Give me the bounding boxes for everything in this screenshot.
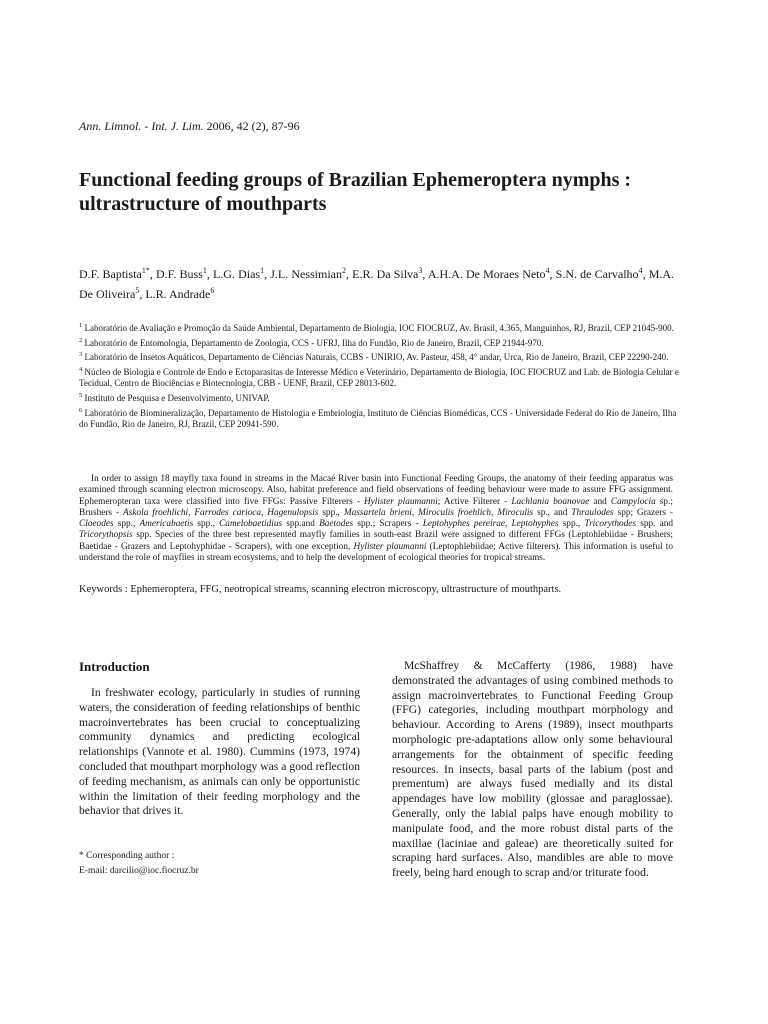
abstract-taxon-name: Thraulodes	[571, 507, 614, 518]
intro-right-column: McShaffrey & McCafferty (1986, 1988) have demonstrated the advantages of using combined methods to assign macroinvertebrates to Functional Feeding Group (FFG) categories, including mouthpart morphology and behaviour. According to Arens (1989), insect mouthparts morphologic pre-adaptations allow only some behavioural arrangements for the obtainment of specific feeding resources. In insects, basal parts of the labium (post and prementum) are always fused medially and its distal appendages have low mobility (glossae and paraglossae). Generally, only the labial palps have enough mobility to manipulate food, and the more robust distal parts of the maxillae (laciniae and galeae) are theoretically suited for scraping hard surfaces. Also, mandibles are able to move freely, being hard enough to scrap and/or triturate food.	[392, 659, 673, 880]
abstract-taxon-name: Baetodes	[319, 519, 354, 530]
author-separator: ,	[549, 267, 556, 281]
author-name: L.R. Andrade	[145, 286, 211, 301]
author-name: D.F. Baptista	[79, 267, 142, 281]
corresponding-author-footnote	[79, 849, 339, 879]
abstract-text: spp.and	[282, 519, 320, 530]
abstract-taxon-name: Americabaetis	[139, 519, 194, 530]
abstract-taxon-name: Camelobaetidius	[219, 519, 283, 530]
author-list	[79, 263, 674, 302]
author-affiliation-mark: 4	[545, 266, 550, 275]
affiliation-item	[79, 364, 679, 390]
abstract-text: spp.,	[113, 519, 140, 530]
abstract-taxon-name: Campylocia	[610, 496, 656, 507]
affiliation-number: 6	[79, 406, 83, 414]
abstract-text: and	[589, 496, 611, 507]
abstract-taxon-name: Tricorythopsis	[79, 530, 133, 541]
abstract-text: spp.,	[318, 507, 344, 518]
author-affiliation-mark: 2	[342, 266, 346, 275]
abstract-taxon-name: Hylister plaumanni	[363, 496, 438, 507]
affiliation-text: Laboratório de Biomineralização, Departamento de Histologia e Embriologia, Instituto de Ciências Biomédicas, CCS - Universidade Federal do Rio de Janeiro, Ilha do Fundão, Rio de Janeiro, RJ, Brazil, CEP 20941-590.	[79, 407, 677, 430]
author-separator: ,	[642, 267, 649, 281]
author-separator: ,	[346, 267, 353, 281]
affiliation-number: 5	[79, 391, 83, 399]
affiliation-number: 4	[79, 365, 83, 373]
affiliation-item	[79, 349, 679, 364]
abstract-text: In order to assign 18 mayfly taxa found in streams in the Macaé River basin into Functional Feeding Groups, the anatomy of their feeding apparatus was examined through scanning electron microscopy. Also, habitat preference and field observations of feeding behaviour were made to assure FFG assignment. Ephemeropteran taxa were classified into five FFGs: Passive Filterers -	[79, 474, 673, 507]
journal-name: Ann. Limnol. - Int. J. Lim.	[79, 119, 204, 133]
abstract-taxon-name: Tricorythodes	[584, 519, 637, 530]
paper-title: Functional feeding groups of Brazilian Ephemeroptera nymphs : ultrastructure of mouthparts	[79, 169, 632, 215]
author-name: M.A. De Oliveira	[79, 267, 675, 301]
abstract-taxon-name: Massartela brieni, Miroculis froehlich, Miroculis	[343, 507, 534, 518]
affiliation-item	[79, 390, 679, 405]
journal-volume: 2006, 42 (2), 87-96	[203, 119, 300, 133]
author-separator: ,	[264, 267, 271, 281]
affiliation-item	[79, 320, 679, 335]
author-affiliation-mark: 1	[202, 266, 207, 275]
abstract-taxon-name: Cloeodes	[79, 519, 114, 530]
abstract	[79, 474, 673, 564]
affiliation-text: Instituto de Pesquisa e Desenvolvimento, UNIVAP.	[82, 392, 270, 403]
abstract-text: spp.; Scrapers -	[353, 519, 423, 530]
affiliation-number: 2	[79, 336, 83, 344]
abstract-text: spp; Grazers -	[613, 507, 674, 518]
author-name: S.N. de Carvalho	[555, 267, 639, 281]
abstract-taxon-name: Leptohyphes pereirae, Leptohyphes	[422, 519, 559, 530]
affiliation-number: 3	[79, 351, 83, 359]
abstract-text: spp.,	[193, 519, 220, 530]
author-affiliation-mark: 6	[210, 285, 215, 295]
corresponding-author-label: * Corresponding author :	[79, 851, 175, 861]
abstract-taxon-name: Hylister plaumanni	[353, 541, 427, 552]
author-separator: ,	[149, 267, 156, 281]
author-separator: ,	[422, 267, 428, 281]
abstract-text: spp. Species of the three best represented mayfly families in south-east Brazil were assigned to different FFGs (Leptohlebiidae - Brushers; Baetidae - Grazers and Leptohyphidae - Scrapers), with one exception,	[79, 530, 673, 552]
author-affiliation-mark: 5	[135, 285, 140, 295]
keywords: Keywords : Ephemeroptera, FFG, neotropical streams, scanning electron microscopy, ultrastructure of mouthparts.	[79, 584, 562, 595]
affiliation-text: Laboratório de Avaliação e Promoção da Saúde Ambiental, Departamento de Biologia, IOC FIOCRUZ, Av. Brasil, 4.365, Manguinhos, RJ, Brazil, CEP 21045-900.	[82, 323, 674, 333]
abstract-text: ; Active Filterer -	[437, 496, 512, 507]
abstract-taxon-name: Lachlania boanovae	[511, 496, 590, 507]
affiliation-text: Laboratório de Insetos Aquáticos, Departamento de Ciências Naturais, CCBS - UNIRIO, Av. Pasteur, 458, 4° andar, Urca, Rio de Janeiro, Brazil, CEP 22290-240.	[82, 352, 669, 363]
abstract-taxon-name: Askola froehlichi, Farrodes carioca, Hagenulopsis	[123, 507, 319, 518]
author-separator: ,	[139, 286, 146, 301]
abstract-text: spp.,	[558, 519, 585, 530]
author-affiliation-mark: 1*	[141, 266, 150, 275]
author-name: J.L. Nessimian	[270, 267, 342, 281]
affiliation-text: Núcleo de Biologia e Controle de Endo e Ectoparasitas de Interesse Médico e Veterinário, Departamento de Biologia, IOC FIOCRUZ and Lab. de Biologia Celular e Tecidual, Centro de Biociências e Biotecnologia, CBB - UENF, Brazil, CEP 28013-602.	[79, 366, 679, 389]
affiliation-list	[79, 320, 679, 431]
intro-left-column: In freshwater ecology, particularly in studies of running waters, the consideration of feeding relationships of benthic macroinvertebrates has been crucial to conceptualizing community dynamics and predicting ecological relationships (Vannote et al. 1980). Cummins (1973, 1974) concluded that mouthpart morphology was a good reflection of feeding mechanism, as animals can only be opportunistic within the limitation of their feeding morphology and the behavior that drives it.	[79, 686, 360, 818]
author-name: L.G. Dias	[212, 267, 261, 281]
affiliation-text: Laboratório de Entomologia, Departamento de Zoologia, CCS - UFRJ, Ilha do Fundão, Rio de Janeiro, Brazil, CEP 21944-970.	[82, 337, 544, 348]
corresponding-author-email: E-mail: darcilio@ioc.fiocruz.br	[79, 866, 199, 876]
author-affiliation-mark: 4	[638, 266, 643, 275]
author-separator: ,	[206, 267, 213, 281]
abstract-text: sp., and	[533, 507, 572, 518]
affiliation-item	[79, 335, 679, 350]
abstract-text: spp. and	[636, 519, 674, 530]
author-affiliation-mark: 3	[418, 266, 423, 275]
section-heading-introduction: Introduction	[79, 659, 150, 674]
author-affiliation-mark: 1	[260, 266, 265, 275]
abstract-text: (Leptophlebiidae; Active filterers). This information is useful to understand the role of mayflies in stream ecosystems, and to help the development of ecological theories for tropical streams.	[79, 541, 674, 564]
author-name: E.R. Da Silva	[352, 267, 419, 281]
author-name: A.H.A. De Moraes Neto	[427, 267, 546, 281]
affiliation-item	[79, 405, 679, 431]
affiliation-number: 1	[79, 322, 83, 329]
journal-citation	[79, 119, 300, 134]
abstract-text: sp.; Brushers -	[79, 496, 673, 518]
author-name: D.F. Buss	[155, 267, 203, 281]
